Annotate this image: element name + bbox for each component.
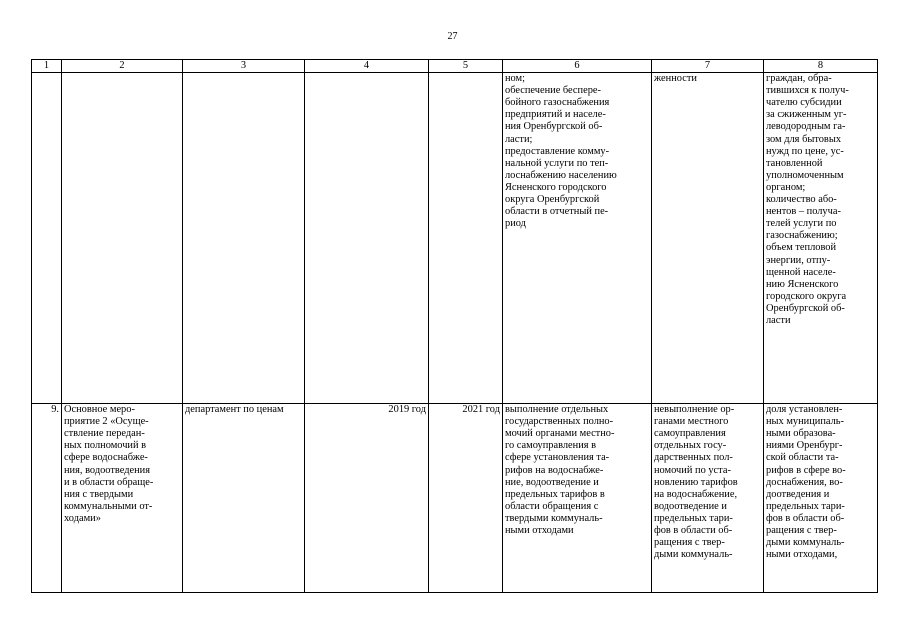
cell-end-year [429,73,503,404]
cell-number [32,73,62,404]
cell-start-year: 2019 год [305,404,429,593]
cell-expected-result: выполнение отдельных государственных полно- мочий органами местно- го самоуправления в сфере установления та- рифов на водоснабже- ние, водоотведение и предельных тарифов в области обращения с твердыми коммуналь- ными отходами [503,404,652,593]
cell-end-year: 2021 год [429,404,503,593]
column-header-7: 7 [652,60,764,73]
cell-indicators: доля установлен- ных муниципаль- ными образова- ниями Оренбург- ской области та- рифов в сфере во- доснабжения, во- доотведения и предельных тари- фов в области об- ращения с твер- дыми коммуналь- ными отходами, [764,404,878,593]
cell-indicators: граждан, обра- тившихся к получ- чателю субсидии за сжиженным уг- леводородным га- зом для бытовых нужд по цене, ус- тановленной уполномоченным органом; количество або- нентов – получа- телей услуги по газоснабжению; объем тепловой энергии, отпу- щенной населе- нию Ясненского городского округа Оренбургской об- ласти [764,73,878,404]
table-row-continuation [32,73,878,404]
main-table [31,59,878,593]
cell-number: 9. [32,404,62,593]
cell-activity [62,73,183,404]
page-number: 27 [447,31,458,42]
cell-start-year [305,73,429,404]
cell-executor [183,73,305,404]
table-row-9 [32,404,878,593]
cell-consequences: невыполнение ор- ганами местного самоуправления отдельных госу- дарственных пол- номочий по уста- новлению тарифов на водоснабжение, водоотведение и предельных тари- фов в области об- ращения с твер- дыми коммуналь- [652,404,764,593]
cell-executor: департамент по ценам [183,404,305,593]
column-number-row [32,60,878,73]
column-header-1: 1 [32,60,62,73]
column-header-8: 8 [764,60,878,73]
cell-activity: Основное меро- приятие 2 «Осуще- ствление передан- ных полномочий в сфере водоснабже- ния, водоотведения и в области обраще- ния с твердыми коммунальными от- ходами» [62,404,183,593]
cell-consequences: женности [652,73,764,404]
column-header-4: 4 [305,60,429,73]
column-header-6: 6 [503,60,652,73]
cell-expected-result: ном; обеспечение беспере- бойного газоснабжения предприятий и населе- ния Оренбургской об- ласти; предоставление комму- нальной услуги по теп- лоснабжению населению Ясненского городского округа Оренбургской области в отчетный пе- риод [503,73,652,404]
column-header-5: 5 [429,60,503,73]
column-header-2: 2 [62,60,183,73]
column-header-3: 3 [183,60,305,73]
